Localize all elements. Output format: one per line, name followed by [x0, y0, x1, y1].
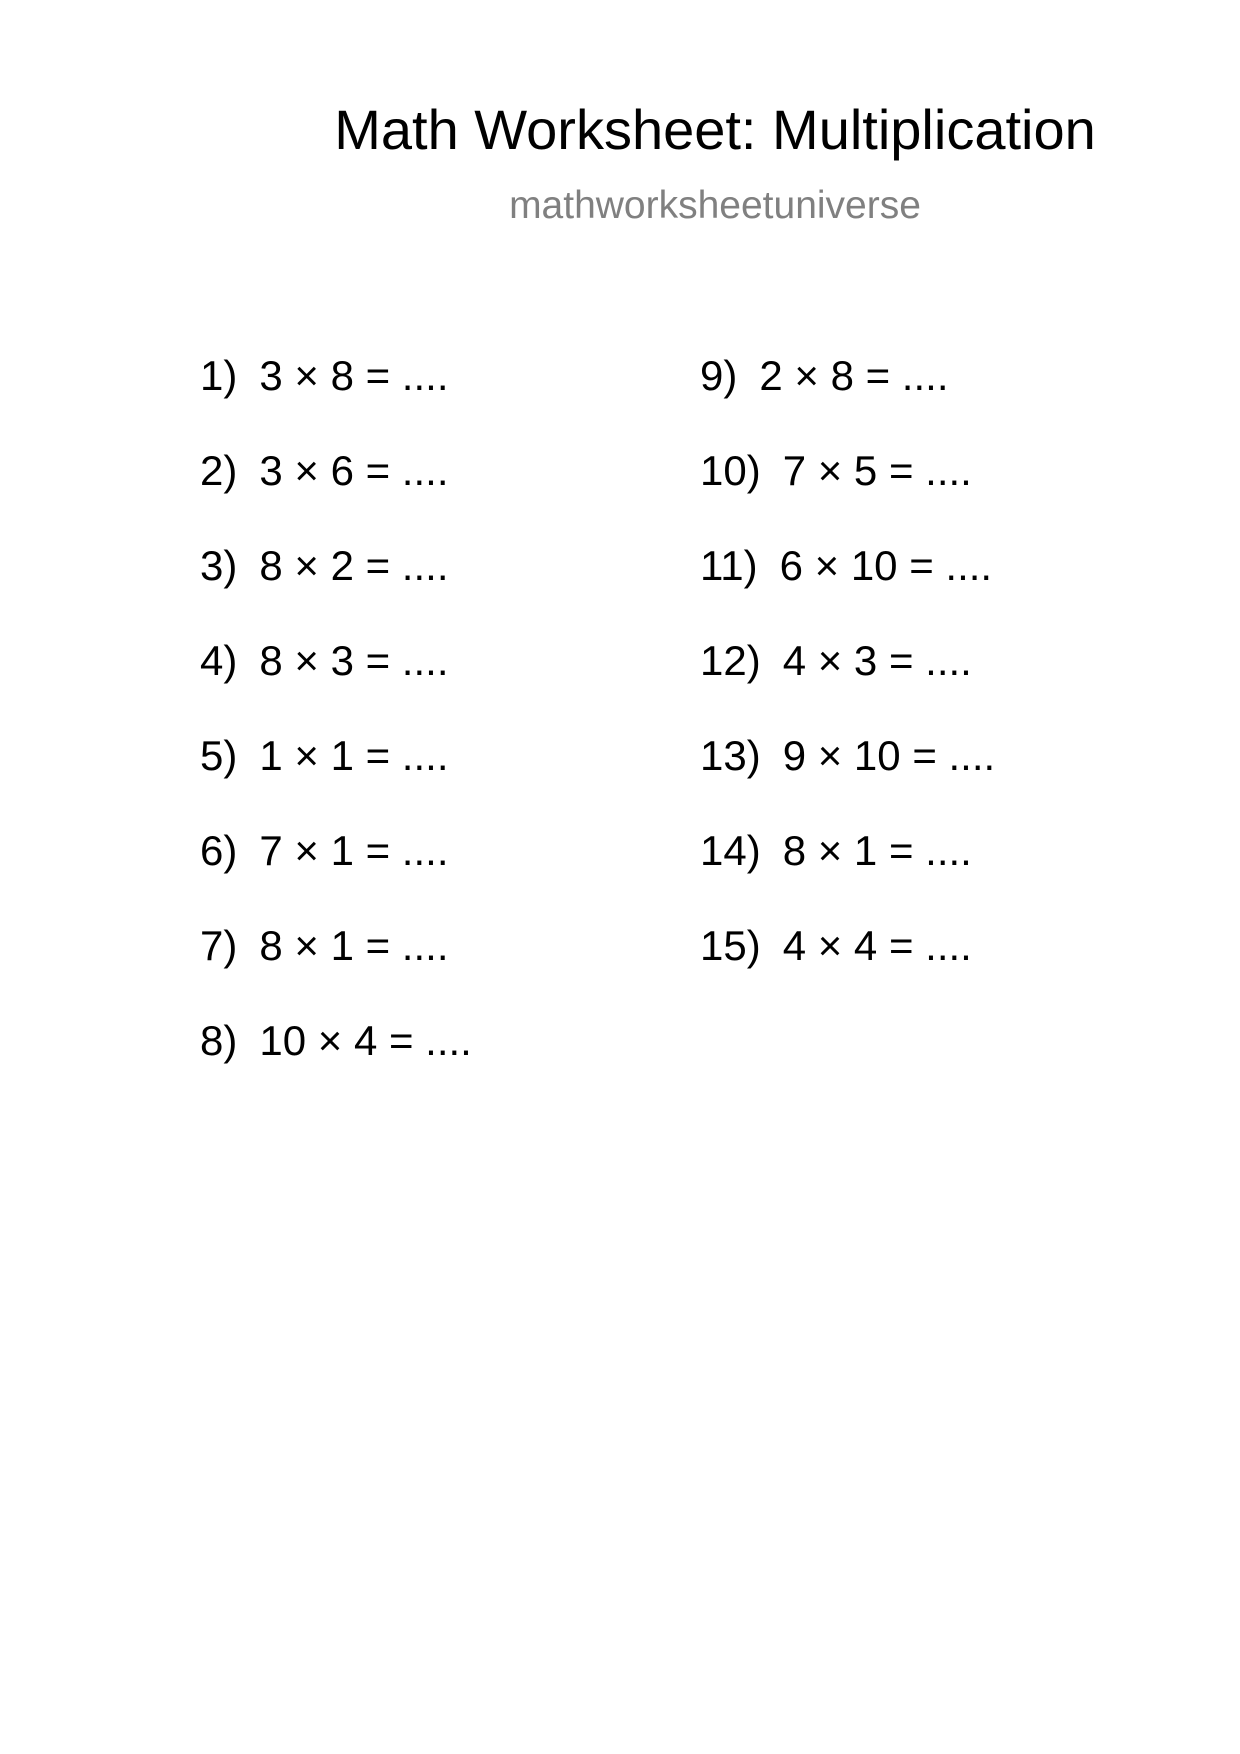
- page-subtitle: mathworksheetuniverse: [509, 184, 921, 227]
- problem-item: [200, 447, 620, 542]
- problem-expression: 8 × 1 = ....: [259, 922, 449, 969]
- problem-number: 3): [200, 542, 238, 589]
- problem-item: [200, 1017, 620, 1112]
- problem-expression: 6 × 10 = ....: [779, 542, 993, 589]
- problem-item: [200, 352, 620, 447]
- problem-number: 14): [700, 827, 761, 874]
- problem-item: [200, 637, 620, 732]
- problem-expression: 4 × 3 = ....: [782, 637, 972, 684]
- problem-number: 1): [200, 352, 238, 399]
- problem-item: [700, 732, 1120, 827]
- problem-expression: 1 × 1 = ....: [259, 732, 449, 779]
- problem-item: [200, 732, 620, 827]
- problem-expression: 7 × 5 = ....: [782, 447, 972, 494]
- problem-number: 9): [700, 352, 738, 399]
- problem-expression: 7 × 1 = ....: [259, 827, 449, 874]
- problem-expression: 10 × 4 = ....: [259, 1017, 472, 1064]
- problem-item: [200, 542, 620, 637]
- page-title: Math Worksheet: Multiplication: [334, 98, 1096, 161]
- problem-item: [700, 922, 1120, 1017]
- problem-expression: 3 × 6 = ....: [259, 447, 449, 494]
- problem-item: [700, 352, 1120, 447]
- problem-expression: 8 × 3 = ....: [259, 637, 449, 684]
- problem-item: [700, 447, 1120, 542]
- problem-number: 13): [700, 732, 761, 779]
- problem-column-left: [200, 352, 620, 1112]
- problem-expression: 4 × 4 = ....: [782, 922, 972, 969]
- problem-number: 11): [700, 542, 758, 589]
- problem-expression: 9 × 10 = ....: [782, 732, 996, 779]
- problem-expression: 8 × 1 = ....: [782, 827, 972, 874]
- problem-number: 4): [200, 637, 238, 684]
- problem-expression: 3 × 8 = ....: [259, 352, 449, 399]
- problem-item: [700, 637, 1120, 732]
- problem-number: 10): [700, 447, 761, 494]
- problem-item: [200, 922, 620, 1017]
- problem-item: [700, 542, 1120, 637]
- problem-number: 12): [700, 637, 761, 684]
- problem-expression: 2 × 8 = ....: [759, 352, 949, 399]
- problem-number: 7): [200, 922, 238, 969]
- problem-item: [200, 827, 620, 922]
- problem-number: 5): [200, 732, 238, 779]
- problem-expression: 8 × 2 = ....: [259, 542, 449, 589]
- problem-number: 6): [200, 827, 238, 874]
- problem-number: 2): [200, 447, 238, 494]
- problem-column-right: [700, 352, 1120, 1017]
- problem-item: [700, 827, 1120, 922]
- problem-number: 8): [200, 1017, 238, 1064]
- problem-number: 15): [700, 922, 761, 969]
